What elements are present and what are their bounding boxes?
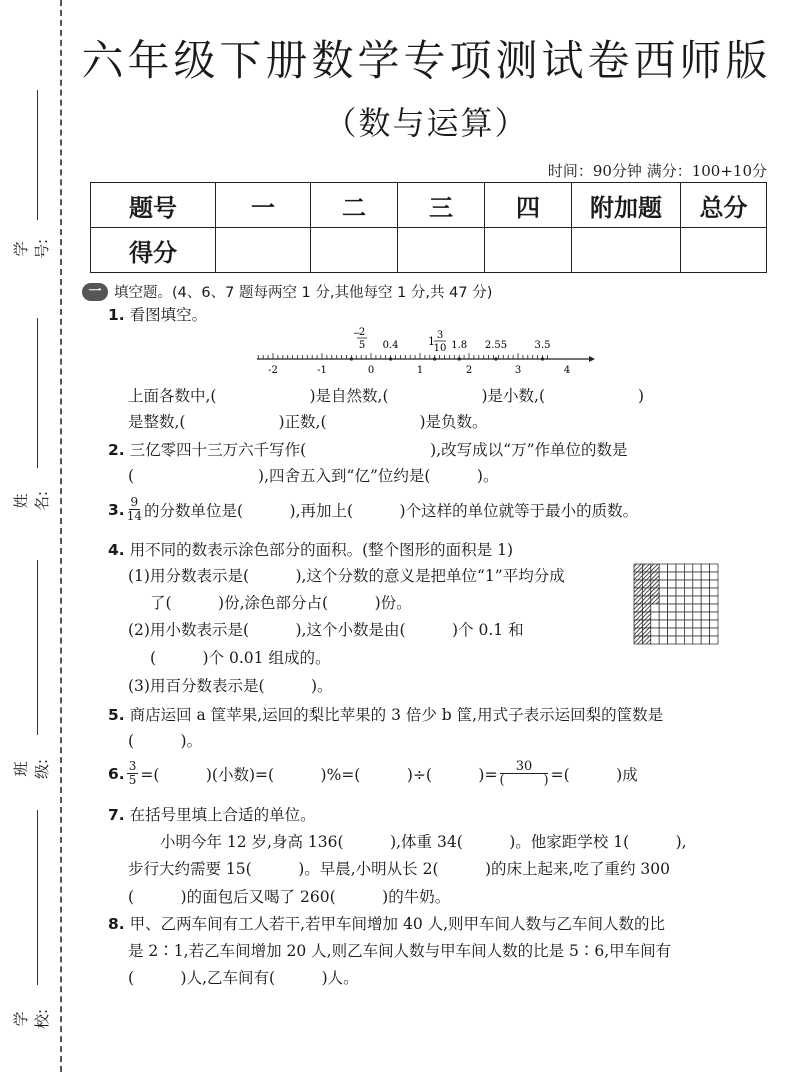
question-4	[108, 538, 513, 560]
frac-den: 5	[128, 773, 137, 787]
grid-cell-shaded	[634, 572, 642, 580]
score-cell[interactable]	[572, 228, 681, 273]
score-header-cell: 附加题	[572, 183, 681, 228]
grid-cell-shaded	[642, 588, 650, 596]
question-6	[108, 760, 638, 787]
grid-cell-shaded	[634, 636, 642, 644]
grid-cell-shaded	[651, 596, 659, 604]
grid-cell-shaded	[634, 628, 642, 636]
grid-cell	[701, 588, 709, 596]
number-line-tick-label: -1	[317, 365, 327, 376]
score-header-cell: 一	[216, 183, 311, 228]
grid-cell-shaded	[634, 588, 642, 596]
grid-cell	[701, 572, 709, 580]
grid-cell	[676, 628, 684, 636]
question-number: 6.	[108, 764, 125, 783]
grid-cell-shaded	[642, 580, 650, 588]
grid-cell	[676, 588, 684, 596]
score-cell[interactable]	[216, 228, 311, 273]
class-label: 班级:	[12, 758, 51, 780]
number-line-point	[389, 357, 392, 360]
grid-cell	[676, 604, 684, 612]
question-number: 2.	[108, 441, 125, 459]
score-table-score-row	[91, 228, 767, 273]
grid-cell	[701, 628, 709, 636]
section-badge: 一	[82, 283, 108, 301]
grid-cell-shaded	[642, 612, 650, 620]
grid-cell	[659, 628, 667, 636]
section-heading	[82, 281, 492, 302]
grid-cell-shaded	[651, 580, 659, 588]
grid-cell	[710, 620, 718, 628]
grid-cell-shaded	[642, 564, 650, 572]
question-text: 三亿零四十三万六千写作( ),改写成以“万”作单位的数是	[129, 441, 628, 459]
frac-num: 30	[500, 760, 549, 774]
q7-line-1: 小明今年 12 岁,身高 136( ),体重 34( )。他家距学校 1( ),	[160, 833, 687, 851]
question-number: 1.	[108, 306, 125, 324]
score-cell[interactable]	[485, 228, 572, 273]
grid-cell	[684, 580, 692, 588]
grid-cell	[710, 596, 718, 604]
grid-cell	[668, 564, 676, 572]
question-number: 7.	[108, 806, 125, 824]
q4-line-4: ( )个 0.01 组成的。	[150, 649, 331, 667]
grid-cell-shaded	[651, 572, 659, 580]
grid-cell	[676, 596, 684, 604]
score-header-cell: 二	[311, 183, 398, 228]
question-5	[108, 703, 663, 725]
neg-frac-sign: −	[353, 329, 361, 339]
number-line-point	[350, 357, 353, 360]
question-number: 3.	[108, 500, 125, 519]
number-line-point	[494, 357, 497, 360]
question-7	[108, 803, 316, 825]
grid-cell	[693, 572, 701, 580]
grid-cell	[659, 604, 667, 612]
grid-cell-shaded	[642, 620, 650, 628]
grid-cell	[684, 620, 692, 628]
question-text: =( )成	[550, 765, 638, 784]
grid-cell	[659, 564, 667, 572]
pos-frac-num: 3	[436, 330, 444, 341]
score-header-cell: 四	[485, 183, 572, 228]
grid-cell-shaded	[634, 612, 642, 620]
grid-cell	[710, 588, 718, 596]
question-text: 的分数单位是( ),再加上( )个这样的单位就等于最小的质数。	[143, 501, 639, 520]
grid-cell	[676, 612, 684, 620]
grid-cell	[710, 628, 718, 636]
grid-cell-shaded	[642, 636, 650, 644]
grid-cell	[684, 588, 692, 596]
grid-cell	[684, 612, 692, 620]
number-line-mark-label: 1.8	[451, 340, 468, 351]
grid-cell	[684, 596, 692, 604]
number-line-tick-label: 3	[514, 365, 522, 376]
grid-cell	[684, 636, 692, 644]
q1-line-1: 上面各数中,( )是自然数,( )是小数,( )	[128, 387, 645, 405]
grid-cell	[668, 572, 676, 580]
grid-cell	[684, 628, 692, 636]
question-text: 看图填空。	[129, 306, 208, 324]
grid-cell	[676, 564, 684, 572]
hundred-grid	[633, 563, 719, 645]
grid-cell-shaded	[642, 628, 650, 636]
grid-cell-shaded	[634, 604, 642, 612]
grid-cell	[693, 636, 701, 644]
question-number: 5.	[108, 706, 125, 724]
grid-cell-shaded	[634, 620, 642, 628]
grid-cell	[668, 604, 676, 612]
question-text: 用不同的数表示涂色部分的面积。(整个图形的面积是 1)	[129, 541, 514, 559]
grid-cell	[684, 604, 692, 612]
grid-cell	[710, 636, 718, 644]
fraction-30	[499, 760, 548, 787]
grid-cell	[668, 636, 676, 644]
q2-line-2: ( ),四舍五入到“亿”位约是( )。	[128, 467, 499, 485]
grid-cell	[710, 612, 718, 620]
q4-line-5: (3)用百分数表示是( )。	[128, 677, 333, 695]
grid-cell	[659, 572, 667, 580]
grid-cell	[676, 620, 684, 628]
frac-num: 3	[128, 759, 137, 773]
student-id-label: 学号:	[12, 238, 51, 260]
score-cell[interactable]	[681, 228, 767, 273]
grid-cell	[693, 580, 701, 588]
grid-cell	[701, 612, 709, 620]
frac-den: 14	[126, 509, 142, 523]
grid-cell	[651, 604, 659, 612]
pos-frac-den: 10	[433, 343, 447, 354]
number-line-arrow	[589, 356, 595, 362]
neg-frac-den: 5	[358, 340, 366, 351]
grid-cell	[684, 572, 692, 580]
grid-cell-shaded	[634, 580, 642, 588]
number-line-point	[433, 357, 436, 360]
school-label: 学校:	[12, 1008, 51, 1030]
question-2	[108, 438, 628, 460]
grid-cell	[651, 620, 659, 628]
grid-cell	[659, 612, 667, 620]
grid-cell-shaded	[634, 596, 642, 604]
number-line-point	[458, 357, 461, 360]
number-line-tick-label: -2	[268, 365, 278, 376]
q4-line-1: (1)用分数表示是( ),这个分数的意义是把单位“1”平均分成	[128, 567, 565, 585]
q8-line-3: ( )人,乙车间有( )人。	[128, 969, 359, 987]
grid-cell	[693, 596, 701, 604]
name-line	[37, 318, 38, 468]
frac-num: 9	[130, 495, 139, 509]
score-header-cell: 总分	[681, 183, 767, 228]
grid-cell	[659, 580, 667, 588]
number-line-mark-label: 0.4	[382, 340, 399, 351]
score-table	[90, 182, 767, 273]
grid-cell	[710, 580, 718, 588]
number-line-tick-label: 0	[367, 365, 375, 376]
grid-cell	[668, 580, 676, 588]
grid-cell	[701, 596, 709, 604]
number-line-tick-label: 4	[563, 365, 571, 376]
score-header-cell: 三	[398, 183, 485, 228]
question-number: 8.	[108, 915, 125, 933]
grid-cell	[651, 612, 659, 620]
grid-cell	[668, 596, 676, 604]
grid-cell	[710, 564, 718, 572]
grid-cell-shaded	[651, 564, 659, 572]
grid-cell-shaded	[634, 564, 642, 572]
question-number: 4.	[108, 541, 125, 559]
grid-cell-shaded	[642, 596, 650, 604]
q4-line-2: 了( )份,涂色部分占( )份。	[150, 594, 412, 612]
fraction-3-5	[127, 760, 139, 787]
grid-cell	[701, 564, 709, 572]
school-line	[37, 810, 38, 985]
question-3	[108, 496, 638, 523]
number-line-point	[541, 357, 544, 360]
grid-cell	[668, 620, 676, 628]
q4-line-3: (2)用小数表示是( ),这个小数是由( )个 0.1 和	[128, 621, 524, 639]
student-id-line	[37, 90, 38, 220]
score-row-label: 得分	[91, 228, 216, 273]
question-8	[108, 912, 665, 934]
question-text: 甲、乙两车间有工人若干,若甲车间增加 40 人,则甲车间人数与乙车间人数的比	[129, 915, 666, 933]
grid-cell	[676, 636, 684, 644]
section-title: 填空题。(4、6、7 题每两空 1 分,其他每空 1 分,共 47 分)	[114, 285, 493, 301]
pos-frac-whole: 1	[428, 335, 435, 348]
q7-line-3: ( )的面包后又喝了 260( )的牛奶。	[128, 888, 451, 906]
grid-cell	[710, 604, 718, 612]
grid-cell	[701, 604, 709, 612]
number-line-tick-label: 2	[465, 365, 473, 376]
q7-line-2: 步行大约需要 15( )。早晨,小明从长 2( )的床上起来,吃了重约 300	[128, 860, 670, 878]
neg-frac-num: 2	[358, 327, 366, 338]
grid-cell	[701, 636, 709, 644]
grid-cell	[651, 636, 659, 644]
frac-den: ( )	[499, 773, 549, 788]
name-label: 姓名:	[12, 490, 51, 512]
grid-cell-shaded	[642, 572, 650, 580]
score-table-header-row	[91, 183, 767, 228]
grid-cell-shaded	[651, 588, 659, 596]
grid-cell	[693, 604, 701, 612]
grid-cell	[668, 628, 676, 636]
fraction-9-14	[127, 496, 142, 523]
score-cell[interactable]	[398, 228, 485, 273]
question-1-title	[108, 303, 207, 325]
q5-line-2: ( )。	[128, 732, 203, 750]
question-text: 商店运回 a 筐苹果,运回的梨比苹果的 3 倍少 b 筐,用式子表示运回梨的筐数是	[129, 706, 664, 724]
grid-cell	[651, 628, 659, 636]
binding-dashed-line	[60, 0, 62, 1072]
grid-cell	[701, 580, 709, 588]
grid-cell	[684, 564, 692, 572]
question-text: 在括号里填上合适的单位。	[129, 806, 316, 824]
grid-cell	[693, 564, 701, 572]
number-line-tick-label: 1	[416, 365, 424, 376]
number-line-mark-label: 2.55	[484, 340, 508, 351]
grid-cell	[693, 628, 701, 636]
grid-cell	[659, 596, 667, 604]
grid-cell	[676, 572, 684, 580]
page-title: 六年级下册数学专项测试卷西师版	[81, 36, 772, 85]
grid-cell	[659, 620, 667, 628]
grid-cell	[668, 588, 676, 596]
grid-cell	[701, 620, 709, 628]
grid-cell	[676, 580, 684, 588]
page-subtitle: （数与运算）	[324, 104, 529, 142]
grid-cell	[659, 636, 667, 644]
grid-cell	[693, 588, 701, 596]
grid-cell	[659, 588, 667, 596]
score-header-cell: 题号	[91, 183, 216, 228]
exam-meta: 时间：90分钟 满分：100+10分	[547, 162, 767, 180]
score-cell[interactable]	[311, 228, 398, 273]
grid-cell	[668, 612, 676, 620]
grid-cell	[693, 612, 701, 620]
question-text: =( )(小数)=( )%=( )÷( )=	[140, 765, 498, 784]
class-line	[37, 560, 38, 735]
number-line-mark-label: 3.5	[534, 340, 551, 351]
grid-cell	[693, 620, 701, 628]
q8-line-2: 是 2∶1,若乙车间增加 20 人,则乙车间人数与甲车间人数的比是 5∶6,甲车间有	[128, 942, 672, 960]
grid-cell-shaded	[642, 604, 650, 612]
number-line	[255, 326, 595, 376]
grid-cell	[710, 572, 718, 580]
q1-line-2: 是整数,( )正数,( )是负数。	[128, 413, 488, 431]
